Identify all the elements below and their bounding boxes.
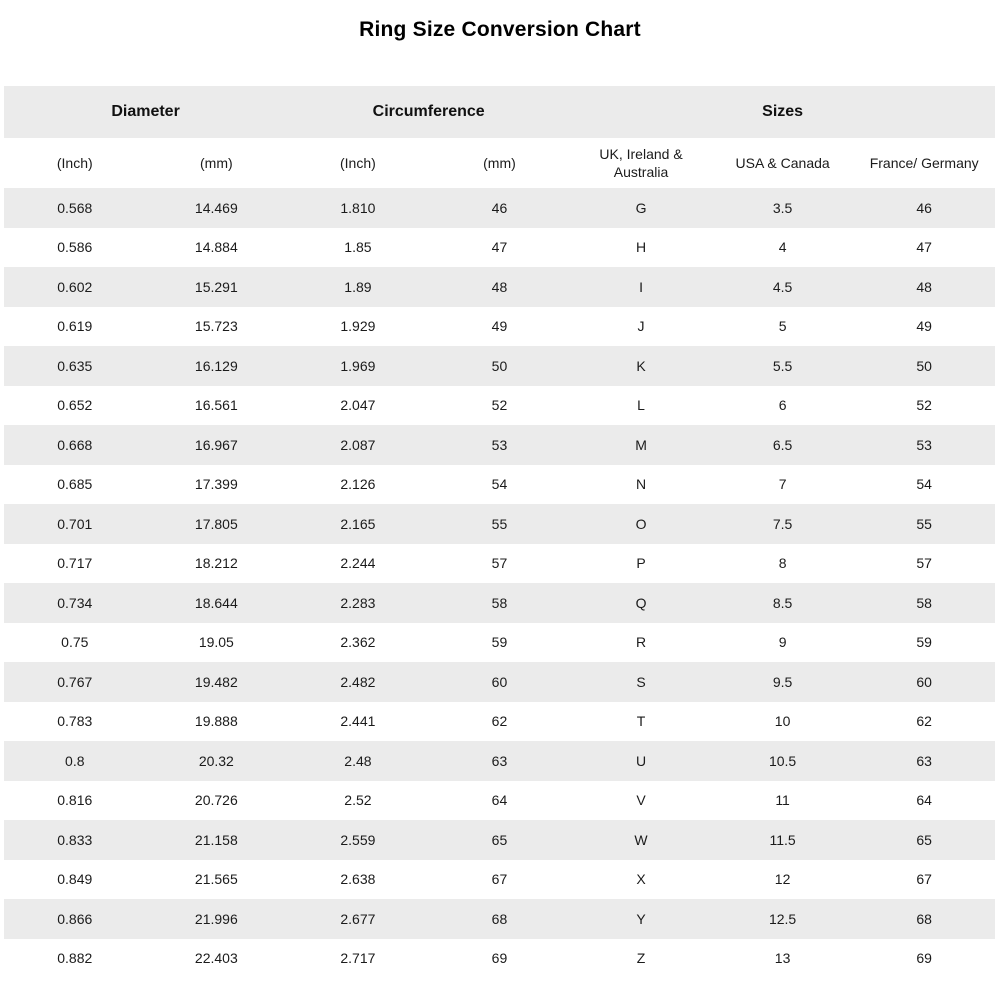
ring-size-conversion-table xyxy=(4,86,995,978)
table-cell: 47 xyxy=(429,228,571,268)
table-cell: 0.568 xyxy=(4,188,146,228)
table-cell: 7.5 xyxy=(712,504,854,544)
table-cell: 49 xyxy=(853,307,995,347)
table-row xyxy=(4,860,995,900)
table-cell: 0.8 xyxy=(4,741,146,781)
table-cell: 54 xyxy=(429,465,571,505)
table-cell: 13 xyxy=(712,939,854,979)
table-cell: 49 xyxy=(429,307,571,347)
table-cell: Y xyxy=(570,899,712,939)
table-cell: 55 xyxy=(853,504,995,544)
table-cell: 58 xyxy=(853,583,995,623)
table-cell: 9.5 xyxy=(712,662,854,702)
table-cell: 2.165 xyxy=(287,504,429,544)
table-cell: 2.52 xyxy=(287,781,429,821)
table-cell: G xyxy=(570,188,712,228)
table-cell: 65 xyxy=(853,820,995,860)
table-cell: K xyxy=(570,346,712,386)
table-cell: 0.734 xyxy=(4,583,146,623)
table-cell: 48 xyxy=(853,267,995,307)
table-cell: Q xyxy=(570,583,712,623)
table-cell: H xyxy=(570,228,712,268)
table-cell: 4.5 xyxy=(712,267,854,307)
table-cell: 64 xyxy=(853,781,995,821)
table-cell: 52 xyxy=(429,386,571,426)
table-cell: 8.5 xyxy=(712,583,854,623)
table-cell: 69 xyxy=(429,939,571,979)
table-row xyxy=(4,228,995,268)
table-cell: 2.677 xyxy=(287,899,429,939)
table-cell: 63 xyxy=(853,741,995,781)
table-cell: 16.561 xyxy=(146,386,288,426)
table-cell: 53 xyxy=(429,425,571,465)
table-cell: 4 xyxy=(712,228,854,268)
table-cell: 17.399 xyxy=(146,465,288,505)
table-row xyxy=(4,465,995,505)
table-cell: 16.129 xyxy=(146,346,288,386)
table-cell: 6.5 xyxy=(712,425,854,465)
table-cell: 19.888 xyxy=(146,702,288,742)
table-cell: O xyxy=(570,504,712,544)
table-cell: 14.469 xyxy=(146,188,288,228)
table-cell: 46 xyxy=(853,188,995,228)
table-cell: 10.5 xyxy=(712,741,854,781)
table-cell: 5 xyxy=(712,307,854,347)
table-cell: 2.087 xyxy=(287,425,429,465)
table-cell: 0.635 xyxy=(4,346,146,386)
table-cell: V xyxy=(570,781,712,821)
table-body xyxy=(4,188,995,978)
table-row xyxy=(4,662,995,702)
table-cell: 0.668 xyxy=(4,425,146,465)
table-cell: 21.996 xyxy=(146,899,288,939)
table-cell: 2.244 xyxy=(287,544,429,584)
group-header-sizes: Sizes xyxy=(570,86,995,138)
table-cell: 47 xyxy=(853,228,995,268)
table-cell: 18.644 xyxy=(146,583,288,623)
table-cell: 0.866 xyxy=(4,899,146,939)
table-cell: 0.767 xyxy=(4,662,146,702)
table-cell: 19.05 xyxy=(146,623,288,663)
table-cell: 2.126 xyxy=(287,465,429,505)
table-cell: 1.929 xyxy=(287,307,429,347)
table-cell: 11 xyxy=(712,781,854,821)
table-cell: 0.833 xyxy=(4,820,146,860)
table-cell: 2.717 xyxy=(287,939,429,979)
table-cell: 2.362 xyxy=(287,623,429,663)
table-cell: 16.967 xyxy=(146,425,288,465)
table-cell: 0.816 xyxy=(4,781,146,821)
column-header-france-germany: France/ Germany xyxy=(853,138,995,188)
table-cell: 0.685 xyxy=(4,465,146,505)
table-cell: 63 xyxy=(429,741,571,781)
table-cell: 50 xyxy=(853,346,995,386)
table-cell: 0.602 xyxy=(4,267,146,307)
table-cell: 0.849 xyxy=(4,860,146,900)
table-cell: 68 xyxy=(853,899,995,939)
column-header-diameter-inch: (Inch) xyxy=(4,138,146,188)
table-cell: L xyxy=(570,386,712,426)
table-cell: R xyxy=(570,623,712,663)
table-cell: 55 xyxy=(429,504,571,544)
table-cell: 17.805 xyxy=(146,504,288,544)
table-cell: 1.85 xyxy=(287,228,429,268)
table-cell: 54 xyxy=(853,465,995,505)
table-cell: 65 xyxy=(429,820,571,860)
table-cell: 0.882 xyxy=(4,939,146,979)
group-header-circumference: Circumference xyxy=(287,86,570,138)
table-cell: T xyxy=(570,702,712,742)
column-header-row xyxy=(4,138,995,188)
table-cell: 68 xyxy=(429,899,571,939)
column-header-circumference-mm: (mm) xyxy=(429,138,571,188)
table-cell: 1.810 xyxy=(287,188,429,228)
table-cell: N xyxy=(570,465,712,505)
table-row xyxy=(4,939,995,979)
table-cell: J xyxy=(570,307,712,347)
table-cell: 62 xyxy=(853,702,995,742)
table-cell: 67 xyxy=(853,860,995,900)
table-row xyxy=(4,386,995,426)
page-title: Ring Size Conversion Chart xyxy=(359,18,641,41)
table-cell: 62 xyxy=(429,702,571,742)
table-cell: 21.565 xyxy=(146,860,288,900)
table-cell: 22.403 xyxy=(146,939,288,979)
table-cell: 0.652 xyxy=(4,386,146,426)
table-cell: 15.291 xyxy=(146,267,288,307)
table-cell: P xyxy=(570,544,712,584)
table-cell: 58 xyxy=(429,583,571,623)
table-cell: X xyxy=(570,860,712,900)
table-cell: M xyxy=(570,425,712,465)
table-cell: 57 xyxy=(853,544,995,584)
table-cell: 19.482 xyxy=(146,662,288,702)
column-header-uk-ireland-australia: UK, Ireland & Australia xyxy=(570,138,712,188)
table-cell: 0.701 xyxy=(4,504,146,544)
table-cell: 0.619 xyxy=(4,307,146,347)
table-cell: 2.638 xyxy=(287,860,429,900)
table-cell: 3.5 xyxy=(712,188,854,228)
conversion-table-container xyxy=(4,86,995,978)
table-cell: 12.5 xyxy=(712,899,854,939)
table-cell: 8 xyxy=(712,544,854,584)
column-group-row xyxy=(4,86,995,138)
table-cell: 1.89 xyxy=(287,267,429,307)
table-cell: 14.884 xyxy=(146,228,288,268)
table-row xyxy=(4,702,995,742)
table-cell: 21.158 xyxy=(146,820,288,860)
table-row xyxy=(4,741,995,781)
column-header-diameter-mm: (mm) xyxy=(146,138,288,188)
table-cell: 2.283 xyxy=(287,583,429,623)
table-cell: U xyxy=(570,741,712,781)
table-cell: 20.726 xyxy=(146,781,288,821)
table-cell: 0.586 xyxy=(4,228,146,268)
table-cell: 0.75 xyxy=(4,623,146,663)
column-header-circumference-inch: (Inch) xyxy=(287,138,429,188)
table-cell: 15.723 xyxy=(146,307,288,347)
table-cell: 5.5 xyxy=(712,346,854,386)
table-row xyxy=(4,425,995,465)
table-row xyxy=(4,820,995,860)
table-cell: S xyxy=(570,662,712,702)
table-cell: 12 xyxy=(712,860,854,900)
table-row xyxy=(4,188,995,228)
table-cell: 11.5 xyxy=(712,820,854,860)
table-row xyxy=(4,899,995,939)
table-cell: 69 xyxy=(853,939,995,979)
table-cell: 9 xyxy=(712,623,854,663)
table-cell: 60 xyxy=(429,662,571,702)
table-row xyxy=(4,623,995,663)
column-header-usa-canada: USA & Canada xyxy=(712,138,854,188)
table-cell: 2.441 xyxy=(287,702,429,742)
table-row xyxy=(4,307,995,347)
table-cell: 2.047 xyxy=(287,386,429,426)
table-cell: 7 xyxy=(712,465,854,505)
table-cell: 2.48 xyxy=(287,741,429,781)
table-row xyxy=(4,504,995,544)
table-cell: 1.969 xyxy=(287,346,429,386)
table-cell: 10 xyxy=(712,702,854,742)
table-cell: 53 xyxy=(853,425,995,465)
table-cell: 0.783 xyxy=(4,702,146,742)
table-cell: I xyxy=(570,267,712,307)
table-cell: 67 xyxy=(429,860,571,900)
table-cell: 59 xyxy=(853,623,995,663)
table-cell: 46 xyxy=(429,188,571,228)
table-cell: 2.482 xyxy=(287,662,429,702)
table-cell: 50 xyxy=(429,346,571,386)
table-row xyxy=(4,583,995,623)
table-header xyxy=(4,86,995,188)
table-cell: 57 xyxy=(429,544,571,584)
table-cell: 48 xyxy=(429,267,571,307)
table-row xyxy=(4,544,995,584)
table-cell: 52 xyxy=(853,386,995,426)
table-row xyxy=(4,781,995,821)
table-cell: Z xyxy=(570,939,712,979)
table-cell: 2.559 xyxy=(287,820,429,860)
table-row xyxy=(4,346,995,386)
table-cell: 20.32 xyxy=(146,741,288,781)
table-cell: 18.212 xyxy=(146,544,288,584)
table-cell: 59 xyxy=(429,623,571,663)
table-cell: 6 xyxy=(712,386,854,426)
table-cell: 0.717 xyxy=(4,544,146,584)
table-cell: W xyxy=(570,820,712,860)
group-header-diameter: Diameter xyxy=(4,86,287,138)
table-cell: 60 xyxy=(853,662,995,702)
table-cell: 64 xyxy=(429,781,571,821)
table-row xyxy=(4,267,995,307)
